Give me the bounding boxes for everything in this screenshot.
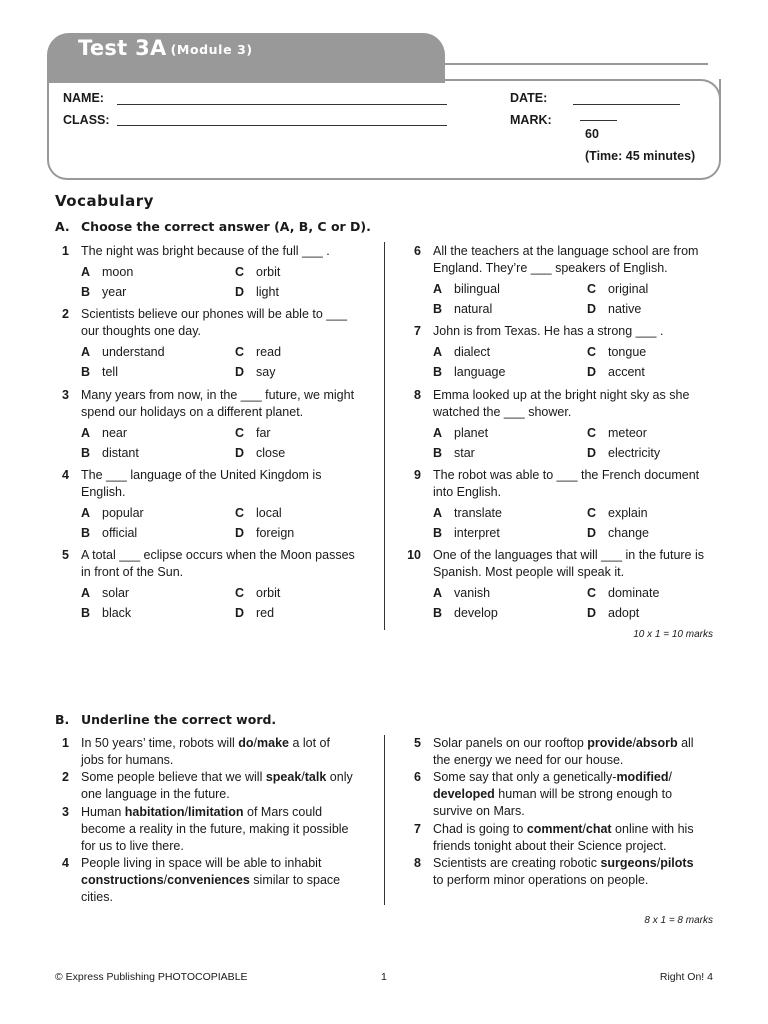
question-item bbox=[407, 467, 707, 542]
answer-option[interactable] bbox=[81, 284, 235, 301]
question-stem: All the teachers at the language school are from England. They’re ___ speakers of English. bbox=[433, 244, 699, 275]
test-subtitle: (Module 3) bbox=[170, 42, 253, 57]
answer-option[interactable] bbox=[587, 364, 727, 381]
underline-item bbox=[55, 735, 355, 769]
question-stem: Emma looked up at the bright night sky as she watched the ___ shower. bbox=[433, 388, 690, 419]
answer-option[interactable] bbox=[235, 585, 375, 602]
option-text: develop bbox=[454, 606, 498, 620]
option-text: official bbox=[102, 526, 138, 540]
answer-option[interactable] bbox=[587, 344, 727, 361]
answer-option[interactable] bbox=[433, 445, 587, 462]
underline-item bbox=[55, 769, 355, 803]
option-letter: B bbox=[81, 606, 91, 620]
answer-option[interactable] bbox=[81, 344, 235, 361]
column-divider bbox=[384, 735, 385, 905]
option-text: natural bbox=[454, 302, 493, 316]
option-letter: C bbox=[587, 426, 597, 440]
question-number: 3 bbox=[62, 388, 69, 402]
option-letter: B bbox=[81, 446, 91, 460]
question-number: 8 bbox=[414, 856, 421, 870]
underline-item bbox=[55, 855, 355, 906]
name-label: NAME: bbox=[63, 91, 104, 105]
task-a-letter: A. bbox=[55, 219, 70, 234]
option-text: popular bbox=[102, 506, 144, 520]
option-text: star bbox=[454, 446, 475, 460]
question-number: 7 bbox=[414, 822, 421, 836]
option-letter: B bbox=[433, 606, 443, 620]
answer-option[interactable] bbox=[235, 284, 375, 301]
option-letter: C bbox=[587, 506, 597, 520]
question-stem: The ___ language of the United Kingdom is English. bbox=[81, 468, 322, 499]
question-number: 9 bbox=[414, 468, 421, 482]
answer-options bbox=[433, 425, 707, 462]
answer-option[interactable] bbox=[433, 301, 587, 318]
task-b-letter: B. bbox=[55, 712, 70, 727]
option-letter: B bbox=[433, 526, 443, 540]
question-item bbox=[55, 306, 355, 381]
option-letter: D bbox=[235, 606, 245, 620]
answer-option[interactable] bbox=[235, 505, 375, 522]
question-sentence[interactable]: Chad is going to comment/chat online with his friends tonight about their Science project. bbox=[433, 822, 694, 853]
option-letter: B bbox=[81, 365, 91, 379]
option-letter: A bbox=[81, 265, 91, 279]
question-item bbox=[55, 547, 355, 622]
question-number: 6 bbox=[414, 770, 421, 784]
answer-option[interactable] bbox=[433, 525, 587, 542]
answer-option[interactable] bbox=[81, 505, 235, 522]
question-item bbox=[55, 467, 355, 542]
task-b-instruction: Underline the correct word. bbox=[81, 712, 277, 727]
option-text: far bbox=[256, 426, 271, 440]
answer-options bbox=[81, 425, 355, 462]
option-letter: D bbox=[235, 526, 245, 540]
option-letter: A bbox=[81, 586, 91, 600]
option-letter: A bbox=[433, 586, 443, 600]
answer-option[interactable] bbox=[587, 281, 727, 298]
option-letter: D bbox=[587, 302, 597, 316]
answer-option[interactable] bbox=[433, 605, 587, 622]
option-text: interpret bbox=[454, 526, 500, 540]
option-letter: B bbox=[433, 446, 443, 460]
question-item bbox=[407, 243, 707, 318]
option-text: planet bbox=[454, 426, 489, 440]
answer-option[interactable] bbox=[235, 344, 375, 361]
task-a-marks: 10 x 1 = 10 marks bbox=[633, 629, 713, 640]
task-b-marks: 8 x 1 = 8 marks bbox=[644, 915, 713, 926]
option-text: red bbox=[256, 606, 275, 620]
option-text: distant bbox=[102, 446, 139, 460]
answer-option[interactable] bbox=[433, 425, 587, 442]
answer-options bbox=[81, 264, 355, 301]
option-text: bilingual bbox=[454, 282, 500, 296]
question-number: 6 bbox=[414, 244, 421, 258]
option-text: change bbox=[608, 526, 650, 540]
footer-book-title: Right On! 4 bbox=[659, 971, 713, 983]
option-letter: D bbox=[587, 606, 597, 620]
date-label: DATE: bbox=[510, 91, 548, 105]
option-text: translate bbox=[454, 506, 502, 520]
mark-total: 60 bbox=[585, 127, 599, 141]
underline-item bbox=[55, 804, 355, 855]
answer-option[interactable] bbox=[81, 525, 235, 542]
question-number: 4 bbox=[62, 468, 69, 482]
answer-option[interactable] bbox=[587, 425, 727, 442]
time-text: (Time: 45 minutes) bbox=[585, 149, 696, 163]
underline-item bbox=[407, 769, 707, 820]
option-text: foreign bbox=[256, 526, 295, 540]
option-text: tongue bbox=[608, 345, 647, 359]
question-number: 10 bbox=[407, 548, 421, 562]
class-label: CLASS: bbox=[63, 113, 110, 127]
class-field[interactable] bbox=[117, 125, 447, 126]
option-letter: B bbox=[433, 365, 443, 379]
answer-option[interactable] bbox=[587, 605, 727, 622]
footer-copyright: © Express Publishing PHOTOCOPIABLE bbox=[55, 971, 248, 983]
option-letter: C bbox=[587, 345, 597, 359]
question-number: 5 bbox=[62, 548, 69, 562]
option-letter: C bbox=[587, 282, 597, 296]
task-b-heading bbox=[55, 712, 276, 727]
option-text: accent bbox=[608, 365, 645, 379]
answer-option[interactable] bbox=[81, 585, 235, 602]
option-text: orbit bbox=[256, 586, 281, 600]
option-text: black bbox=[102, 606, 132, 620]
answer-options bbox=[81, 585, 355, 622]
question-item bbox=[55, 387, 355, 462]
name-field[interactable] bbox=[117, 104, 447, 105]
question-sentence[interactable]: Scientists are creating robotic surgeons/pilots to perform minor operations on people. bbox=[433, 856, 694, 887]
page-number: 1 bbox=[381, 971, 387, 983]
option-text: solar bbox=[102, 586, 130, 600]
question-number: 1 bbox=[62, 736, 69, 750]
answer-option[interactable] bbox=[433, 281, 587, 298]
option-text: explain bbox=[608, 506, 648, 520]
option-text: say bbox=[256, 365, 276, 379]
question-sentence[interactable]: Some people believe that we will speak/talk only one language in the future. bbox=[81, 770, 353, 801]
answer-option[interactable] bbox=[433, 505, 587, 522]
option-letter: A bbox=[433, 506, 443, 520]
option-text: dominate bbox=[608, 586, 660, 600]
option-text: vanish bbox=[454, 586, 491, 600]
option-text: light bbox=[256, 285, 279, 299]
answer-option[interactable] bbox=[587, 525, 727, 542]
option-text: meteor bbox=[608, 426, 647, 440]
option-text: moon bbox=[102, 265, 134, 279]
answer-options bbox=[433, 505, 707, 542]
answer-options bbox=[433, 585, 707, 622]
header-rule bbox=[445, 63, 708, 65]
answer-option[interactable] bbox=[81, 425, 235, 442]
answer-options bbox=[81, 505, 355, 542]
option-letter: C bbox=[235, 426, 245, 440]
question-number: 2 bbox=[62, 770, 69, 784]
answer-options bbox=[433, 344, 707, 381]
answer-option[interactable] bbox=[587, 585, 727, 602]
option-text: near bbox=[102, 426, 128, 440]
answer-option[interactable] bbox=[587, 301, 727, 318]
option-text: close bbox=[256, 446, 286, 460]
question-stem: The robot was able to ___ the French document into English. bbox=[433, 468, 700, 499]
answer-option[interactable] bbox=[433, 364, 587, 381]
question-stem: The night was bright because of the full ___ . bbox=[81, 244, 330, 258]
option-text: native bbox=[608, 302, 642, 316]
question-number: 1 bbox=[62, 244, 69, 258]
option-text: adopt bbox=[608, 606, 640, 620]
answer-option[interactable] bbox=[81, 605, 235, 622]
option-letter: B bbox=[81, 526, 91, 540]
answer-option[interactable] bbox=[587, 505, 727, 522]
answer-option[interactable] bbox=[81, 364, 235, 381]
answer-option[interactable] bbox=[235, 425, 375, 442]
question-number: 8 bbox=[414, 388, 421, 402]
option-letter: C bbox=[235, 345, 245, 359]
option-letter: C bbox=[587, 586, 597, 600]
option-letter: D bbox=[235, 285, 245, 299]
question-sentence[interactable]: In 50 years’ time, robots will do/make a lot of jobs for humans. bbox=[81, 736, 330, 767]
option-letter: A bbox=[81, 506, 91, 520]
task-a-heading bbox=[55, 219, 371, 234]
option-text: year bbox=[102, 285, 127, 299]
answer-option[interactable] bbox=[235, 605, 375, 622]
question-item bbox=[407, 387, 707, 462]
test-title bbox=[78, 36, 253, 60]
question-number: 7 bbox=[414, 324, 421, 338]
answer-option[interactable] bbox=[235, 445, 375, 462]
option-letter: B bbox=[433, 302, 443, 316]
question-item bbox=[55, 243, 355, 301]
question-number: 2 bbox=[62, 307, 69, 321]
underline-item bbox=[407, 821, 707, 855]
question-number: 5 bbox=[414, 736, 421, 750]
option-letter: C bbox=[235, 265, 245, 279]
date-field[interactable] bbox=[573, 104, 680, 105]
answer-options bbox=[81, 344, 355, 381]
question-item bbox=[407, 323, 707, 381]
answer-option[interactable] bbox=[587, 445, 727, 462]
question-sentence[interactable]: Some say that only a genetically-modified/ developed human will be strong enough to survive on Mars. bbox=[433, 770, 673, 818]
option-letter: A bbox=[433, 426, 443, 440]
test-title-text: Test 3A bbox=[78, 36, 167, 60]
answer-option[interactable] bbox=[235, 364, 375, 381]
answer-option[interactable] bbox=[81, 445, 235, 462]
option-letter: D bbox=[235, 365, 245, 379]
task-a-instruction: Choose the correct answer (A, B, C or D). bbox=[81, 219, 371, 234]
underline-item bbox=[407, 855, 707, 889]
option-letter: D bbox=[235, 446, 245, 460]
option-letter: D bbox=[587, 446, 597, 460]
question-sentence[interactable]: Human habitation/limitation of Mars could become a reality in the future, making it possible for us to live there. bbox=[81, 805, 349, 853]
underline-item bbox=[407, 735, 707, 769]
answer-option[interactable] bbox=[235, 525, 375, 542]
question-stem: Many years from now, in the ___ future, we might spend our holidays on a different planet. bbox=[81, 388, 355, 419]
question-stem: John is from Texas. He has a strong ___ . bbox=[433, 324, 664, 338]
question-number: 3 bbox=[62, 805, 69, 819]
option-text: read bbox=[256, 345, 282, 359]
option-letter: A bbox=[81, 345, 91, 359]
mark-label: MARK: bbox=[510, 113, 552, 127]
option-letter: C bbox=[235, 506, 245, 520]
option-letter: D bbox=[587, 526, 597, 540]
option-text: local bbox=[256, 506, 282, 520]
question-sentence[interactable]: Solar panels on our rooftop provide/absorb all the energy we need for our house. bbox=[433, 736, 694, 767]
question-stem: One of the languages that will ___ in the future is Spanish. Most people will speak it. bbox=[433, 548, 705, 579]
mark-field[interactable] bbox=[580, 120, 617, 121]
column-divider bbox=[384, 242, 385, 630]
option-letter: A bbox=[433, 345, 443, 359]
option-text: understand bbox=[102, 345, 165, 359]
option-letter: D bbox=[587, 365, 597, 379]
section-title: Vocabulary bbox=[55, 192, 154, 210]
option-text: electricity bbox=[608, 446, 661, 460]
question-number: 4 bbox=[62, 856, 69, 870]
answer-option[interactable] bbox=[433, 585, 587, 602]
question-stem: A total ___ eclipse occurs when the Moon passes in front of the Sun. bbox=[81, 548, 355, 579]
option-text: orbit bbox=[256, 265, 281, 279]
answer-options bbox=[433, 281, 707, 318]
question-item bbox=[407, 547, 707, 622]
option-letter: B bbox=[81, 285, 91, 299]
answer-option[interactable] bbox=[433, 344, 587, 361]
question-stem: Scientists believe our phones will be able to ___ our thoughts one day. bbox=[81, 307, 348, 338]
option-letter: A bbox=[81, 426, 91, 440]
option-text: tell bbox=[102, 365, 118, 379]
option-text: language bbox=[454, 365, 506, 379]
answer-option[interactable] bbox=[235, 264, 375, 281]
option-text: original bbox=[608, 282, 649, 296]
option-letter: A bbox=[433, 282, 443, 296]
question-sentence[interactable]: People living in space will be able to inhabit constructions/conveniences similar to space cities. bbox=[81, 856, 341, 904]
answer-option[interactable] bbox=[81, 264, 235, 281]
option-letter: C bbox=[235, 586, 245, 600]
option-text: dialect bbox=[454, 345, 491, 359]
